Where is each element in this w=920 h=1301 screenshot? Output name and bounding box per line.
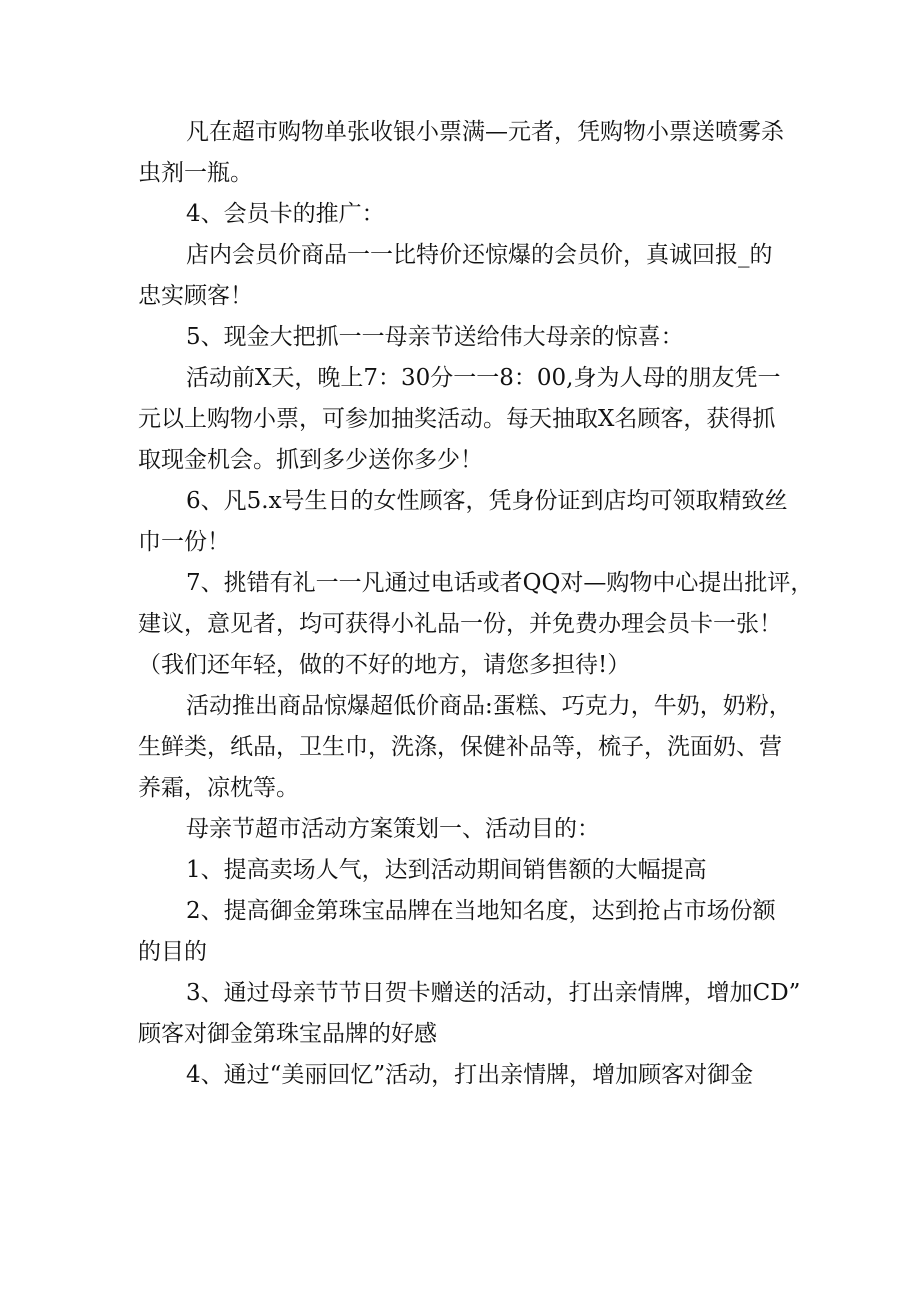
text-line: 生鲜类，纸品，卫生巾，洗涤，保健补品等，梳子，洗面奶、营 <box>138 734 782 760</box>
paragraph <box>138 358 788 481</box>
text-line: 3、通过母亲节节日贺卡赠送的活动，打出亲情牌，增加CD” <box>186 980 801 1006</box>
text-line: 凡在超市购物单张收银小票满—元者，凭购物小票送喷雾杀 <box>186 119 784 145</box>
text-line: 店内会员价商品一一比特价还惊爆的会员价，真诚回报_的 <box>186 242 773 268</box>
text-line: 顾客对御金第珠宝品牌的好感 <box>138 1021 437 1047</box>
text-line: （我们还年轻，做的不好的地方，请您多担待!） <box>138 652 631 678</box>
paragraph <box>138 1055 788 1096</box>
paragraph <box>138 317 788 358</box>
paragraph <box>138 891 788 973</box>
text-line: 2、提高御金第珠宝品牌在当地知名度，达到抢占市场份额 <box>186 898 776 924</box>
paragraph <box>138 112 788 194</box>
paragraph <box>138 235 788 317</box>
document-body <box>138 112 814 1096</box>
text-line: 虫剂一瓶。 <box>138 160 253 186</box>
text-line: 母亲节超市活动方案策划一、活动目的： <box>186 816 600 842</box>
paragraph <box>138 850 788 891</box>
paragraph <box>138 686 792 809</box>
text-line: 养霜，凉枕等。 <box>138 775 299 801</box>
text-line: 巾一份！ <box>138 529 230 555</box>
text-line: 7、挑错有礼一一凡通过电话或者QQ对—购物中心提出批评， <box>186 570 814 596</box>
text-line: 5、现金大把抓一一母亲节送给伟大母亲的惊喜： <box>186 324 684 350</box>
text-line: 活动前X天，晚上7：30分一一8：00,身为人母的朋友凭一 <box>186 365 781 391</box>
text-line: 忠实顾客！ <box>138 283 253 309</box>
text-line: 6、凡5.x号生日的女性顾客，凭身份证到店均可领取精致丝 <box>186 488 788 514</box>
text-line: 建议，意见者，均可获得小礼品一份，并免费办理会员卡一张！ <box>138 611 782 637</box>
text-line: 4、会员卡的推广： <box>186 201 385 227</box>
paragraph <box>138 563 814 686</box>
paragraph <box>138 973 801 1055</box>
paragraph <box>138 809 788 850</box>
text-line: 4、通过“美丽回忆”活动，打出亲情牌，增加顾客对御金 <box>186 1062 754 1088</box>
text-line: 活动推出商品惊爆超低价商品:蛋糕、巧克力，牛奶，奶粉， <box>186 693 792 719</box>
paragraph <box>138 481 788 563</box>
text-line: 元以上购物小票，可参加抽奖活动。每天抽取X名顾客，获得抓 <box>138 406 776 432</box>
text-line: 取现金机会。抓到多少送你多少！ <box>138 447 483 473</box>
text-line: 1、提高卖场人气，达到活动期间销售额的大幅提高 <box>186 857 707 883</box>
paragraph <box>138 194 788 235</box>
text-line: 的目的 <box>138 939 207 965</box>
